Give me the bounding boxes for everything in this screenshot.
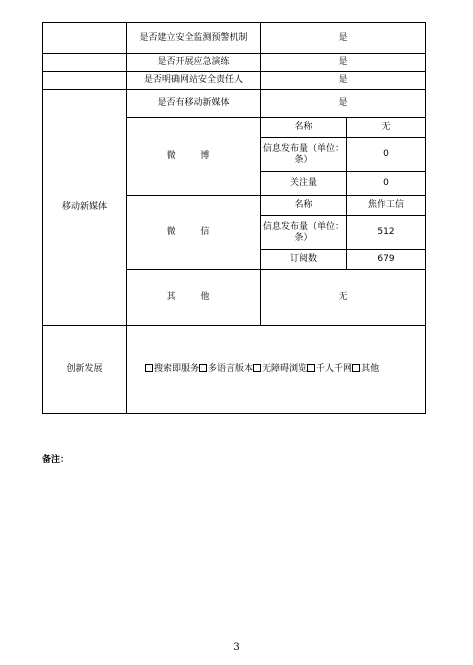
checkbox-option[interactable]: 无障碍浏览 [253, 364, 307, 375]
weibo-posts-value: 0 [347, 138, 426, 172]
checkbox-icon[interactable] [145, 364, 153, 372]
weibo-followers-value: 0 [347, 172, 426, 196]
emergency-drill-value: 是 [261, 54, 426, 72]
checkbox-icon[interactable] [199, 364, 207, 372]
checkbox-icon[interactable] [253, 364, 261, 372]
wechat-posts-value: 512 [347, 216, 426, 250]
checkbox-option[interactable]: 其他 [352, 364, 379, 375]
weibo-name-label: 名称 [261, 118, 347, 138]
report-table [42, 22, 426, 414]
other-media-label: 其 他 [127, 270, 261, 326]
innovation-options [127, 326, 426, 414]
other-media-value: 无 [261, 270, 426, 326]
early-warning-label: 是否建立安全监测预警机制 [127, 23, 261, 54]
security-owner-label: 是否明确网站安全责任人 [127, 72, 261, 90]
mobile-media-section-label: 移动新媒体 [43, 90, 127, 326]
early-warning-value: 是 [261, 23, 426, 54]
checkbox-option[interactable]: 千人千网 [307, 364, 352, 375]
weibo-name-value: 无 [347, 118, 426, 138]
page-number: 3 [233, 642, 240, 653]
checkbox-option[interactable]: 多语言版本 [199, 364, 253, 375]
weibo-followers-label: 关注量 [261, 172, 347, 196]
emergency-drill-label: 是否开展应急演练 [127, 54, 261, 72]
wechat-subscribers-value: 679 [347, 250, 426, 270]
innovation-label: 创新发展 [43, 326, 127, 414]
left-empty-cell [43, 72, 127, 90]
wechat-subscribers-label: 订阅数 [261, 250, 347, 270]
weibo-posts-label: 信息发布量（单位：条） [261, 138, 347, 172]
left-empty-cell [43, 54, 127, 72]
wechat-label: 微 信 [127, 196, 261, 270]
checkbox-icon[interactable] [352, 364, 360, 372]
weibo-label: 微 博 [127, 118, 261, 196]
has-mobile-media-label: 是否有移动新媒体 [127, 90, 261, 118]
checkbox-icon[interactable] [307, 364, 315, 372]
wechat-posts-label: 信息发布量（单位：条） [261, 216, 347, 250]
note-label: 备注： [42, 455, 70, 465]
wechat-name-value: 焦作工信 [347, 196, 426, 216]
top-left-empty-cell [43, 23, 127, 54]
checkbox-option[interactable]: 搜索即服务 [145, 364, 199, 375]
security-owner-value: 是 [261, 72, 426, 90]
has-mobile-media-value: 是 [261, 90, 426, 118]
wechat-name-label: 名称 [261, 196, 347, 216]
